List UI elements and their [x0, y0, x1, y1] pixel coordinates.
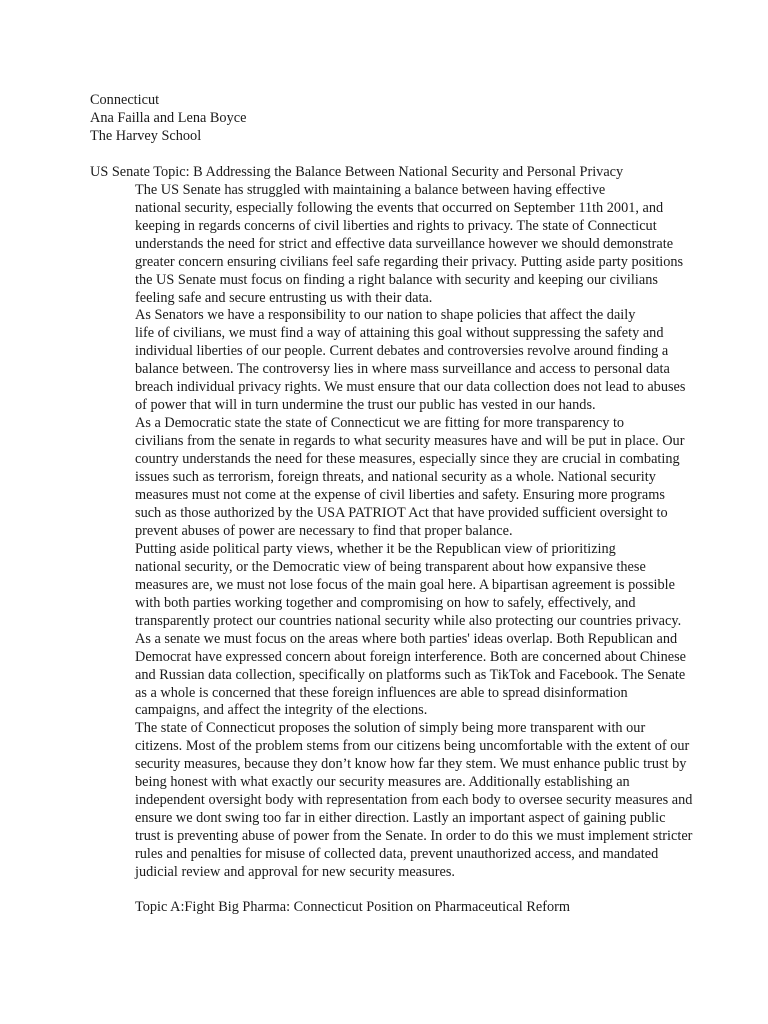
paragraph-line: ensure we dont swing too far in either direction. Lastly an important aspect of gaining public	[135, 810, 666, 827]
paragraph-line: issues such as terrorism, foreign threats, and national security as a whole. National security	[135, 469, 656, 486]
author-names: Ana Failla and Lena Boyce	[90, 109, 247, 126]
paragraph-line: The state of Connecticut proposes the solution of simply being more transparent with our	[135, 720, 646, 737]
paragraph-line: Democrat have expressed concern about foreign interference. Both are concerned about Chinese	[135, 648, 686, 665]
paragraph-line: being honest with what exactly our security measures are. Additionally establishing an	[135, 774, 630, 791]
paragraph-line: breach individual privacy rights. We must ensure that our data collection does not lead to abuses	[135, 379, 686, 396]
paragraph-line: As a senate we must focus on the areas where both parties' ideas overlap. Both Republican and	[135, 630, 678, 647]
topic-b-body	[90, 181, 693, 882]
paragraph-line: life of civilians, we must find a way of attaining this goal without suppressing the safety and	[135, 325, 664, 342]
school-name: The Harvey School	[90, 127, 202, 144]
document-header	[90, 92, 680, 146]
body-paragraph	[90, 415, 685, 541]
paragraph-line: judicial review and approval for new security measures.	[135, 864, 455, 881]
topic-a-title: Topic A:Fight Big Pharma: Connecticut Position on Pharmaceutical Reform	[135, 898, 570, 915]
paragraph-line: balance between. The controversy lies in where mass surveillance and access to personal data	[135, 361, 670, 378]
paragraph-line: national security, especially following the events that occurred on September 11th 2001, and	[135, 199, 664, 216]
body-paragraph	[90, 307, 686, 415]
paragraph-line: measures must not come at the expense of civil liberties and safety. Ensuring more programs	[135, 487, 665, 504]
paragraph-line: country understands the need for these measures, especially since they are crucial in combating	[135, 451, 680, 468]
paragraph-line: citizens. Most of the problem stems from our citizens being uncomfortable with the extent of our	[135, 738, 690, 755]
body-paragraph	[90, 720, 693, 882]
paragraph-line: the US Senate must focus on finding a right balance with security and keeping our civilians	[135, 271, 658, 288]
paragraph-line: campaigns, and affect the integrity of the elections.	[135, 702, 428, 719]
paragraph-line: As a Democratic state the state of Connecticut we are fitting for more transparency to	[135, 415, 625, 432]
topic-b-title: US Senate Topic: B Addressing the Balance Between National Security and Personal Privacy	[90, 163, 624, 180]
paragraph-line: with both parties working together and compromising on how to safely, effectively, and	[135, 594, 636, 611]
paragraph-line: and Russian data collection, specifically on platforms such as TikTok and Facebook. The Senate	[135, 666, 686, 683]
document-page	[90, 92, 693, 917]
paragraph-line: civilians from the senate in regards to what security measures have and will be put in place. Our	[135, 433, 685, 450]
spacer	[90, 146, 680, 164]
paragraph-line: such as those authorized by the USA PATRIOT Act that have provided sufficient oversight to	[135, 504, 668, 521]
paragraph-line: The US Senate has struggled with maintaining a balance between having effective	[135, 181, 606, 198]
paragraph-line: trust is preventing abuse of power from the Senate. In order to do this we must implement stricter	[135, 828, 693, 845]
paragraph-line: Putting aside political party views, whether it be the Republican view of prioritizing	[135, 540, 616, 557]
paragraph-line: greater concern ensuring civilians feel safe regarding their privacy. Putting aside party positions	[135, 253, 684, 270]
paragraph-line: of power that will in turn undermine the trust our public has vested in our hands.	[135, 397, 596, 414]
paragraph-line: keeping in regards concerns of civil liberties and rights to privacy. The state of Connecticut	[135, 217, 657, 234]
state-name: Connecticut	[90, 92, 160, 108]
paragraph-line: rules and penalties for misuse of collected data, prevent unauthorized access, and mandated	[135, 846, 659, 863]
paragraph-line: independent oversight body with representation from each body to oversee security measures and	[135, 792, 693, 809]
paragraph-line: security measures, because they don’t know how far they stem. We must enhance public trust by	[135, 756, 687, 773]
paragraph-line: as a whole is concerned that these foreign influences are able to spread disinformation	[135, 684, 628, 701]
paragraph-line: national security, or the Democratic view of being transparent about how expansive these	[135, 558, 646, 575]
paragraph-line: measures are, we must not lose focus of the main goal here. A bipartisan agreement is possible	[135, 576, 675, 593]
paragraph-line: prevent abuses of power are necessary to find that proper balance.	[135, 522, 513, 539]
paragraph-line: understands the need for strict and effective data surveillance however we should demonstrate	[135, 235, 674, 252]
paragraph-line: feeling safe and secure entrusting us with their data.	[135, 289, 433, 306]
paragraph-line: As Senators we have a responsibility to our nation to shape policies that affect the daily	[135, 307, 636, 324]
body-paragraph	[90, 540, 686, 721]
paragraph-line: transparently protect our countries national security while also protecting our countries privacy.	[135, 612, 682, 629]
paragraph-line: individual liberties of our people. Current debates and controversies revolve around finding a	[135, 343, 669, 360]
body-paragraph	[90, 181, 684, 308]
